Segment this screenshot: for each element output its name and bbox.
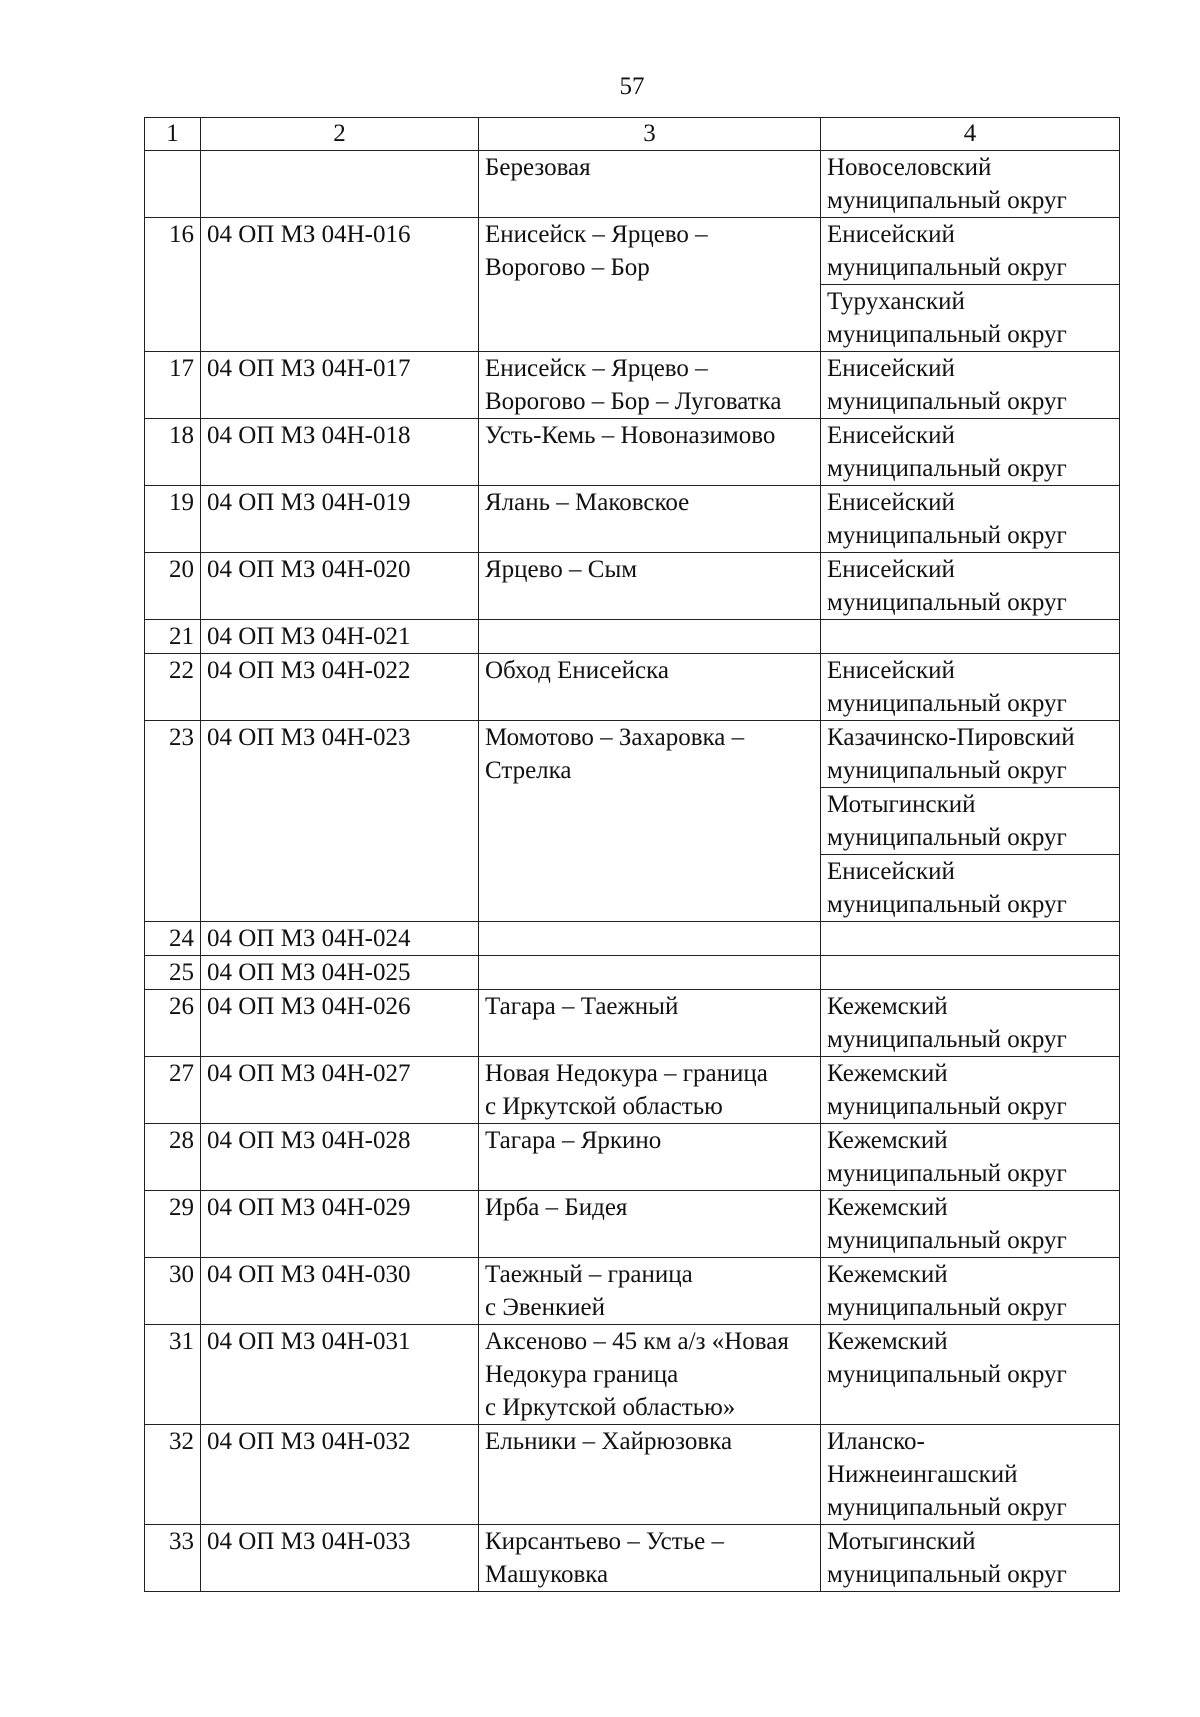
road-name-cell: Таежный – граница с Эвенкией [479,1258,821,1325]
road-name-cell: Тагара – Таежный [479,990,821,1057]
table-row [145,218,1120,285]
district-cell: Туруханский муниципальный округ [821,285,1120,352]
table-row [145,1057,1120,1124]
table-row [145,352,1120,419]
table-row [145,922,1120,956]
road-code-cell: 04 ОП МЗ 04Н-026 [201,990,479,1057]
row-number-cell: 31 [145,1325,201,1425]
district-cell: Новоселовский муниципальный округ [821,151,1120,218]
row-number-cell: 25 [145,956,201,990]
district-cell: Кежемский муниципальный округ [821,1124,1120,1191]
road-code-cell: 04 ОП МЗ 04Н-031 [201,1325,479,1425]
district-cell: Мотыгинский муниципальный округ [821,788,1120,855]
row-number-cell: 19 [145,486,201,553]
road-name-cell: Тагара – Яркино [479,1124,821,1191]
column-header-1: 1 [145,118,201,151]
district-cell: Енисейский муниципальный округ [821,419,1120,486]
district-cell: Енисейский муниципальный округ [821,486,1120,553]
page-number: 57 [619,73,645,100]
row-number-cell: 33 [145,1525,201,1592]
row-number-cell: 26 [145,990,201,1057]
road-code-cell: 04 ОП МЗ 04Н-016 [201,218,479,352]
table-row [145,1325,1120,1425]
row-number-cell: 17 [145,352,201,419]
row-number-cell: 22 [145,654,201,721]
road-code-cell: 04 ОП МЗ 04Н-030 [201,1258,479,1325]
table-row [145,553,1120,620]
road-code-cell: 04 ОП МЗ 04Н-023 [201,721,479,922]
row-number-cell: 20 [145,553,201,620]
column-header-2: 2 [201,118,479,151]
table-row [145,1425,1120,1525]
district-cell: Кежемский муниципальный округ [821,1191,1120,1258]
road-code-cell: 04 ОП МЗ 04Н-028 [201,1124,479,1191]
column-header-4: 4 [821,118,1120,151]
table-row [145,654,1120,721]
row-number-cell: 28 [145,1124,201,1191]
district-cell: Мотыгинский муниципальный округ [821,1525,1120,1592]
road-code-cell: 04 ОП МЗ 04Н-019 [201,486,479,553]
road-name-cell: Кирсантьево – Устье – Машуковка [479,1525,821,1592]
district-cell: Енисейский муниципальный округ [821,352,1120,419]
roads-table [144,117,1120,1592]
road-code-cell: 04 ОП МЗ 04Н-027 [201,1057,479,1124]
row-number-cell: 27 [145,1057,201,1124]
district-cell: Енисейский муниципальный округ [821,553,1120,620]
district-cell [821,956,1120,990]
road-code-cell: 04 ОП МЗ 04Н-024 [201,922,479,956]
road-code-cell: 04 ОП МЗ 04Н-025 [201,956,479,990]
row-number-cell: 21 [145,620,201,654]
road-code-cell: 04 ОП МЗ 04Н-021 [201,620,479,654]
district-cell [821,620,1120,654]
road-name-cell: Ярцево – Сым [479,553,821,620]
row-number-cell: 18 [145,419,201,486]
table-row [145,956,1120,990]
row-number-cell: 16 [145,218,201,352]
district-cell: Казачинско-Пировский муниципальный округ [821,721,1120,788]
table-body [145,151,1120,1592]
road-code-cell: 04 ОП МЗ 04Н-022 [201,654,479,721]
road-name-cell: Момотово – Захаровка – Стрелка [479,721,821,922]
road-name-cell [479,956,821,990]
row-number-cell: 30 [145,1258,201,1325]
district-cell: Кежемский муниципальный округ [821,1057,1120,1124]
road-name-cell: Енисейск – Ярцево – Ворогово – Бор [479,218,821,352]
table-row [145,721,1120,788]
district-cell [821,922,1120,956]
road-name-cell: Березовая [479,151,821,218]
table-header-row [145,118,1120,151]
road-code-cell: 04 ОП МЗ 04Н-017 [201,352,479,419]
road-code-cell: 04 ОП МЗ 04Н-020 [201,553,479,620]
road-code-cell: 04 ОП МЗ 04Н-018 [201,419,479,486]
table-row [145,419,1120,486]
road-name-cell [479,922,821,956]
district-cell: Кежемский муниципальный округ [821,1325,1120,1425]
district-cell: Енисейский муниципальный округ [821,218,1120,285]
district-cell: Енисейский муниципальный округ [821,654,1120,721]
road-name-cell: Ялань – Маковское [479,486,821,553]
road-name-cell: Обход Енисейска [479,654,821,721]
table-row [145,1191,1120,1258]
row-number-cell [145,151,201,218]
row-number-cell: 23 [145,721,201,922]
column-header-3: 3 [479,118,821,151]
table-row [145,1124,1120,1191]
road-code-cell: 04 ОП МЗ 04Н-033 [201,1525,479,1592]
row-number-cell: 24 [145,922,201,956]
road-name-cell: Усть-Кемь – Новоназимово [479,419,821,486]
table-row [145,620,1120,654]
road-code-cell: 04 ОП МЗ 04Н-032 [201,1425,479,1525]
road-name-cell: Ирба – Бидея [479,1191,821,1258]
row-number-cell: 32 [145,1425,201,1525]
district-cell: Кежемский муниципальный округ [821,990,1120,1057]
table-row [145,990,1120,1057]
road-name-cell: Ельники – Хайрюзовка [479,1425,821,1525]
road-code-cell: 04 ОП МЗ 04Н-029 [201,1191,479,1258]
table-row [145,1525,1120,1592]
district-cell: Кежемский муниципальный округ [821,1258,1120,1325]
row-number-cell: 29 [145,1191,201,1258]
district-cell: Енисейский муниципальный округ [821,855,1120,922]
road-name-cell: Новая Недокура – граница с Иркутской областью [479,1057,821,1124]
table-row [145,1258,1120,1325]
table-row [145,151,1120,218]
road-name-cell: Аксеново – 45 км а/з «Новая Недокура граница с Иркутской областью» [479,1325,821,1425]
district-cell: Иланско- Нижнеингашский муниципальный округ [821,1425,1120,1525]
table-row [145,486,1120,553]
road-name-cell: Енисейск – Ярцево – Ворогово – Бор – Луговатка [479,352,821,419]
road-code-cell [201,151,479,218]
road-name-cell [479,620,821,654]
